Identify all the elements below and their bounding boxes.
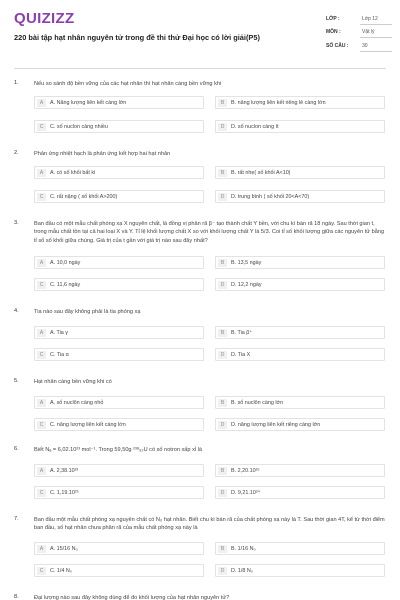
class-value: Lớp 12 [362,16,378,22]
option-text: C. Tia α [50,352,69,358]
question-text: Nếu so sánh độ bền vững của các hạt nhân thì hạt nhân càng bền vững khi [34,81,222,87]
meta-subject-row [326,27,396,38]
option-text: D. 12,2 ngày [231,282,262,288]
question-number: 5. [14,378,19,384]
meta-count-row [326,41,396,52]
option-b[interactable] [215,396,385,409]
option-letter: A [37,467,46,475]
option-text: A. 2,38.10²³ [50,468,79,474]
option-a[interactable] [34,96,204,109]
option-text: C. 11,6 ngày [50,282,81,288]
meta-divider [360,24,392,25]
option-letter: B [218,99,227,107]
option-d[interactable] [215,278,385,291]
option-text: A. 10,0 ngày [50,260,81,266]
option-letter: B [218,329,227,337]
option-text: C. rất nặng ( số khối A>200) [50,194,118,200]
option-text: B. rất nhẹ( số khối A<10) [231,170,291,176]
option-letter: A [37,169,46,177]
option-letter: B [218,399,227,407]
option-letter: C [37,123,46,131]
option-d[interactable] [215,564,385,577]
option-b[interactable] [215,542,385,555]
option-letter: D [218,123,227,131]
question-number: 2. [14,150,19,156]
option-text: B. 13,5 ngày [231,260,262,266]
option-b[interactable] [215,256,385,269]
meta-divider [360,37,392,38]
option-letter: C [37,567,46,575]
option-b[interactable] [215,464,385,477]
option-text: A. 15/16 N₀ [50,546,78,552]
meta-divider [360,51,392,52]
question-text: Đại lượng nào sau đây không dùng để đo khối lượng của hạt nhân nguyên tử? [34,595,230,600]
option-d[interactable] [215,190,385,203]
header-divider [14,68,386,69]
option-letter: D [218,489,227,497]
question-number: 6. [14,446,19,452]
question-text: Ban đầu một mẫu chất phóng xạ nguyên chất có N₀ hạt nhân. Biết chu kì bán rã của chất phóng xạ này là T. Sau thời gian 4T, kể từ thời điểm ban đầu, số hạt nhân chưa phân rã của mẫu chất phóng xạ này là [34,517,385,532]
subject-label: MÔN : [326,29,341,35]
option-letter: A [37,259,46,267]
question-number: 4. [14,308,19,314]
option-letter: D [218,281,227,289]
option-text: B. số nuclôn càng lớn [231,400,284,406]
count-label: SỐ CÂU : [326,43,349,49]
option-letter: A [37,399,46,407]
option-text: A. Năng lượng liên kết càng lớn [50,100,127,106]
option-letter: D [218,351,227,359]
option-text: C. năng lượng liên kết càng lớn [50,422,126,428]
option-letter: A [37,99,46,107]
option-a[interactable] [34,396,204,409]
option-text: D. Tia X [231,352,251,358]
option-c[interactable] [34,486,204,499]
option-letter: A [37,329,46,337]
option-letter: C [37,351,46,359]
option-text: A. số nuclôn càng nhỏ [50,400,104,406]
option-c[interactable] [34,278,204,291]
option-letter: B [218,467,227,475]
question-text: Biết Nₐ = 6,02.10²³ mol⁻¹. Trong 59,50g ²³⁸₉₂U có số notron xấp xỉ là [34,447,203,453]
option-d[interactable] [215,486,385,499]
question-text: Tia nào sau đây không phải là tia phóng xạ [34,309,141,315]
document-title: 220 bài tập hạt nhân nguyên tử trong đề thi thử Đại học có lời giải(P5) [14,33,260,42]
option-a[interactable] [34,256,204,269]
option-text: D. số nuclon càng ít [231,124,279,130]
option-text: B. 2,20.10²⁵ [231,468,260,474]
option-letter: C [37,489,46,497]
option-text: B. năng lượng liên kết riêng lẻ càng lớn [231,100,326,106]
option-b[interactable] [215,166,385,179]
class-label: LỚP : [326,16,340,22]
option-letter: C [37,281,46,289]
option-a[interactable] [34,166,204,179]
option-letter: A [37,545,46,553]
option-d[interactable] [215,418,385,431]
question-text: Ban đầu có một mẫu chất phóng xạ X nguyên chất, là đồng vị phân rã β⁻ tạo thành chất Y bền, với chu kì bán rã 18 ngày. Sau thời gian t, trong mẫu chất tồn tại cả hai loại X và Y. Tỉ lệ khối lượng chất X so với khối lượng chất Y là 5/3. Coi tỉ số khối lượng giữa các nguyên tử bằng tỉ số số khối giữa chúng. Giá trị của t gần với giá trị nào sau đây nhất? [34,221,385,244]
option-b[interactable] [215,326,385,339]
option-letter: D [218,567,227,575]
option-text: C. 1/4 N₀ [50,568,73,574]
option-b[interactable] [215,96,385,109]
question-text: Phản ứng nhiệt hạch là phản ứng kết hợp hai hạt nhân [34,151,171,157]
option-c[interactable] [34,120,204,133]
question-number: 8. [14,594,19,600]
option-text: B. Tia β⁺ [231,330,253,336]
option-text: C. số nuclon càng nhiều [50,124,108,130]
option-a[interactable] [34,542,204,555]
count-value: 30 [362,43,368,49]
option-letter: D [218,193,227,201]
option-text: D. 1/8 N₀ [231,568,254,574]
meta-class-row [326,14,396,25]
option-text: D. năng lượng liên kết riêng càng lớn [231,422,321,428]
question-number: 7. [14,516,19,522]
option-d[interactable] [215,348,385,361]
document-header [0,0,400,62]
option-letter: B [218,259,227,267]
option-c[interactable] [34,190,204,203]
question-text: Hạt nhân càng bền vững khi có [34,379,112,385]
option-letter: B [218,169,227,177]
option-letter: C [37,193,46,201]
option-letter: B [218,545,227,553]
question-number: 1. [14,80,19,86]
option-text: B. 1/16 N₀ [231,546,256,552]
option-text: A. Tia γ [50,330,68,336]
option-d[interactable] [215,120,385,133]
option-c[interactable] [34,418,204,431]
option-text: C. 1,19.10²⁵ [50,490,79,496]
option-text: A. có số khối bất kì [50,170,96,176]
subject-value: Vật lý [362,29,375,35]
option-text: D. 9,21.10²⁴ [231,490,260,496]
quizizz-logo[interactable]: QUIZIZZ [14,10,75,27]
option-c[interactable] [34,348,204,361]
option-a[interactable] [34,464,204,477]
option-letter: C [37,421,46,429]
option-text: D. trung bình ( số khối 20<A<70) [231,194,310,200]
option-a[interactable] [34,326,204,339]
question-number: 3. [14,220,19,226]
option-c[interactable] [34,564,204,577]
option-letter: D [218,421,227,429]
